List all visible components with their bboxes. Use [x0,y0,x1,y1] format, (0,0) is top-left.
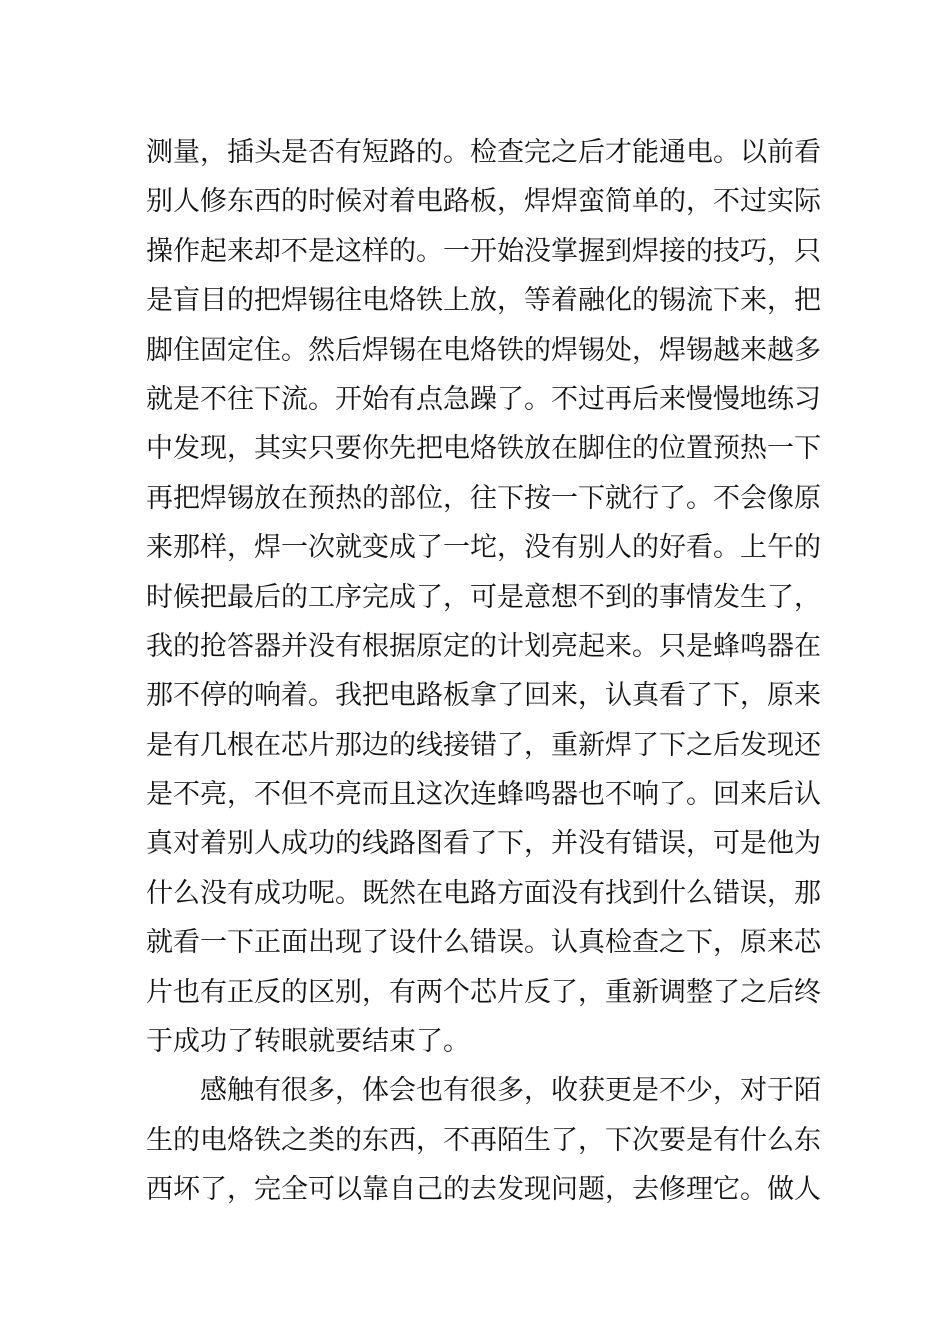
text-line: 于成功了转眼就要结束了。 [146,1026,470,1058]
paragraph-1 [146,128,821,1066]
text-line: 脚住固定住。然后焊锡在电烙铁的焊锡处，焊锡越来越多 [146,334,821,366]
text-line: 片也有正反的区别，有两个芯片反了，重新调整了之后终 [146,976,821,1008]
text-line: 生的电烙铁之类的东西，不再陌生了，下次要是有什么东 [146,1124,821,1156]
paragraph-2 [146,1066,821,1214]
document-body [146,128,821,1215]
text-line: 就看一下正面出现了设什么错误。认真检查之下，原来芯 [146,927,821,959]
text-line: 时候把最后的工序完成了，可是意想不到的事情发生了， [146,581,821,613]
text-line: 测量，插头是否有短路的。检查完之后才能通电。以前看 [146,137,821,168]
text-line: 是盲目的把焊锡往电烙铁上放，等着融化的锡流下来，把 [146,285,821,317]
text-line: 就是不往下流。开始有点急躁了。不过再后来慢慢地练习 [146,383,821,415]
text-line: 是有几根在芯片那边的线接错了，重新焊了下之后发现还 [146,729,821,761]
text-line: 真对着别人成功的线路图看了下，并没有错误，可是他为 [146,828,821,860]
text-line: 是不亮，不但不亮而且这次连蜂鸣器也不响了。回来后认 [146,779,821,811]
text-line: 那不停的响着。我把电路板拿了回来，认真看了下，原来 [146,680,821,712]
text-line: 感触有很多，体会也有很多，收获更是不少，对于陌 [200,1075,821,1107]
text-line: 来那样，焊一次就变成了一坨，没有别人的好看。上午的 [146,532,821,564]
text-line: 操作起来却不是这样的。一开始没掌握到焊接的技巧，只 [146,235,821,267]
text-line: 我的抢答器并没有根据原定的计划亮起来。只是蜂鸣器在 [146,630,821,662]
text-line: 再把焊锡放在预热的部位，往下按一下就行了。不会像原 [146,482,821,514]
text-line: 别人修东西的时候对着电路板，焊焊蛮简单的，不过实际 [146,186,821,218]
text-line: 西坏了，完全可以靠自己的去发现问题，去修理它。做人 [146,1174,821,1206]
text-line: 什么没有成功呢。既然在电路方面没有找到什么错误，那 [146,877,821,909]
text-line: 中发现，其实只要你先把电烙铁放在脚住的位置预热一下 [146,433,821,465]
